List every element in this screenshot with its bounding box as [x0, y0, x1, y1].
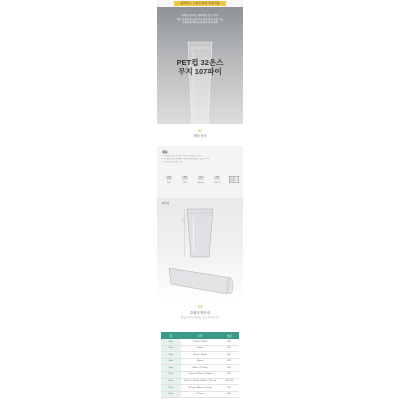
product-info-title: 제품정보: [193, 134, 207, 138]
material-cell: PET: [220, 358, 240, 365]
detail-note: • 이 제품 추천 사이즈 용도가 다를 수 있어: [162, 155, 202, 157]
material-cell: PET: [220, 391, 240, 398]
spec-label: 입구: [199, 177, 203, 179]
compat-title: 호환뚜껑안내: [189, 311, 211, 315]
lid-cell: 107mm / 92mm / 98mm / 107mm: [181, 378, 220, 385]
material-cell: PET: [220, 345, 240, 352]
cup-image: [187, 40, 213, 128]
material-cell: PET: [220, 339, 240, 345]
lid-cell: 98mm: [181, 358, 220, 365]
spec-label: 용량: [167, 177, 171, 179]
lid-cell: 95mm / 98mm: [181, 352, 220, 359]
material-cell: PET/PS: [220, 378, 240, 385]
lid-cell: 107mm: [181, 391, 220, 398]
cup-cell: 32oz: [161, 371, 181, 378]
column-header-lid: 뚜껑: [181, 332, 220, 339]
cup-cell: 20oz: [161, 358, 181, 365]
compat-subtitle: 해당 뚜껑과 호환되는 컵을 안내합니다: [180, 317, 220, 319]
section-number-badge: 03: [197, 304, 203, 309]
table-row: [161, 365, 239, 372]
table-row: [161, 391, 239, 398]
microwave-icon: [229, 176, 239, 183]
hero-description-line: 카페/음료/테이크아웃에 강력 추천: [181, 21, 219, 24]
hero-description-line: 다양한 디자인 매력적인 컵 디자인: [181, 14, 219, 17]
cup-cell: 12oz: [161, 339, 181, 345]
spec-value: 32oz: [166, 182, 172, 184]
lid-cell: 107mm / 107mm / 120mm: [181, 371, 220, 378]
lid-cell: 92mm: [181, 345, 220, 352]
spec-item-diameter: [194, 176, 208, 192]
hero-description: [171, 14, 229, 25]
spec-label: 재질: [183, 177, 187, 179]
material-cell: PET: [220, 352, 240, 359]
detail-note: • 이 제품 안전성 안내: [162, 161, 183, 164]
height-dimension-label: 높이: [181, 218, 183, 222]
compat-table: [161, 332, 239, 398]
column-header-material: 재질: [220, 332, 240, 339]
material-cell: PET: [220, 385, 240, 392]
detail-notes: [162, 155, 222, 165]
lid-cell: 107mm / 92mm: [181, 339, 220, 345]
spec-item-capacity: [162, 176, 176, 192]
cup-cell: 32oz: [161, 378, 181, 385]
banner-label: 블라인드 스마트하게 정렬가을: [174, 1, 226, 6]
detail-heading: 제품: [162, 150, 168, 154]
compatible-lid-section: [157, 301, 243, 400]
cup-cell: 16oz: [161, 352, 181, 359]
hero-section: [157, 7, 243, 124]
hero-description-line: 매장 분위기를 높여주고 편리하게 사용 가능: [176, 17, 224, 21]
product-detail-section: [157, 146, 243, 198]
hero-title: [165, 58, 235, 76]
hero-title-line: 무지 107파이: [178, 67, 222, 76]
product-info-section: [157, 124, 243, 146]
lid-cell: 98mm / 107mm: [181, 365, 220, 372]
table-row: [161, 378, 239, 385]
detail-note: • 이 제품 용도에 따라 사용 환경 다를 수 있어 주의: [162, 158, 209, 161]
product-photo-section: [157, 198, 243, 301]
lid-cell: 107mm / 98mm / 107mm: [181, 385, 220, 392]
section-number-badge: 02: [197, 128, 203, 133]
cup-cell: 14oz: [161, 345, 181, 352]
spec-value: 107mm: [197, 182, 205, 184]
spec-item-material: [178, 176, 192, 192]
spec-value: PET: [183, 182, 187, 184]
spec-label: 수량: [215, 177, 219, 179]
column-header-cup: 컵: [161, 332, 181, 339]
spec-value: 500개: [214, 182, 220, 184]
spec-item-quantity: [210, 176, 224, 192]
cup-cell: 32oz: [161, 385, 181, 392]
material-cell: PET: [220, 371, 240, 378]
cup-front-image: [184, 207, 216, 259]
table-row: [161, 345, 239, 352]
cup-side-image: [165, 262, 237, 298]
table-row: [161, 352, 239, 359]
cup-cell: 32oz: [161, 391, 181, 398]
table-row: [161, 358, 239, 365]
top-banner: [157, 0, 243, 7]
photo-label: PET컵: [162, 202, 170, 205]
table-row: [161, 385, 239, 392]
material-cell: PET: [220, 365, 240, 372]
hero-title-line: PET컵 32온스: [176, 58, 224, 67]
cup-cell: 24oz: [161, 365, 181, 372]
product-detail-page: [157, 0, 243, 400]
compat-table-header: [161, 332, 239, 339]
table-row: [161, 371, 239, 378]
